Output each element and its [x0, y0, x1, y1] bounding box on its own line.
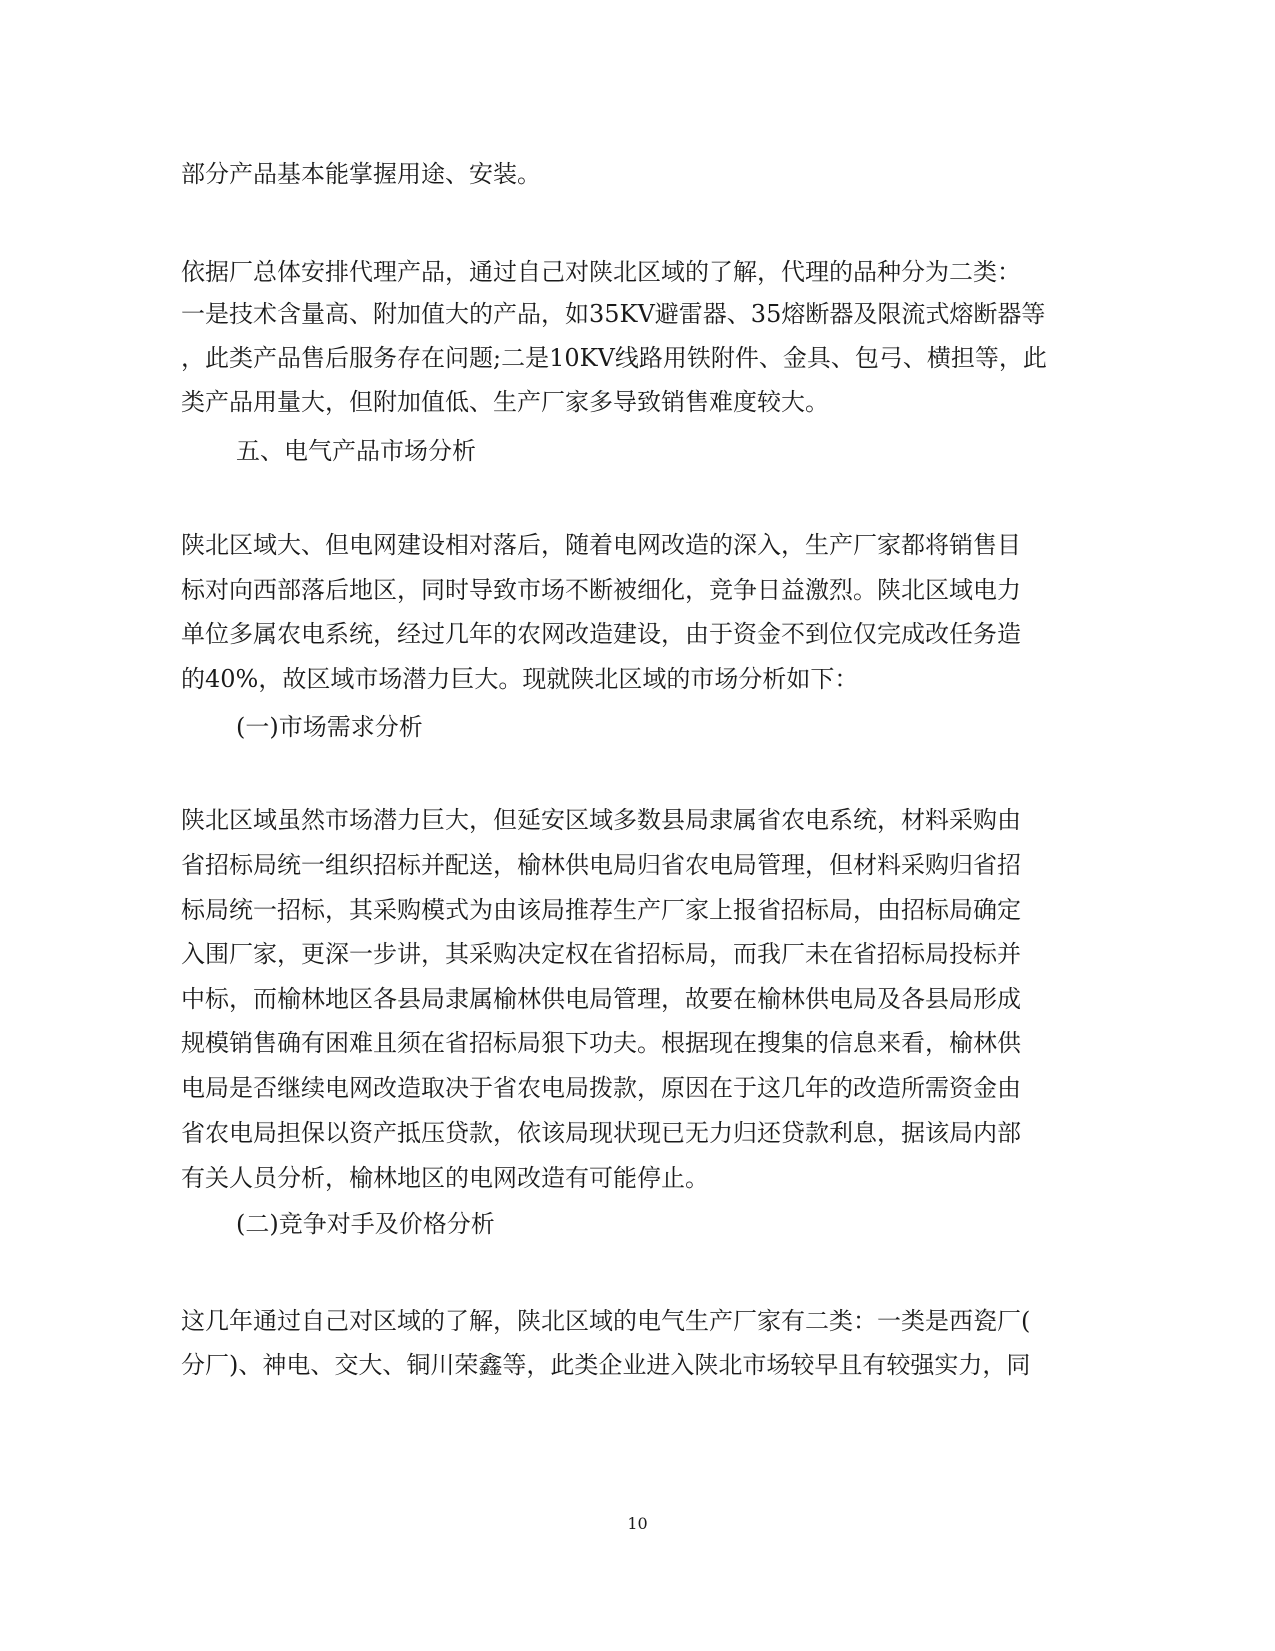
body-text-line: 中标，而榆林地区各县局隶属榆林供电局管理，故要在榆林供电局及各县局形成 [181, 985, 1021, 1013]
body-text-line: 电局是否继续电网改造取决于省农电局拨款，原因在于这几年的改造所需资金由 [181, 1074, 1021, 1102]
body-text-line: 这几年通过自己对区域的了解，陕北区域的电气生产厂家有二类：一类是西瓷厂( [181, 1307, 1031, 1335]
body-text-line: 标局统一招标，其采购模式为由该局推荐生产厂家上报省招标局，由招标局确定 [181, 896, 1021, 924]
body-text-line: 单位多属农电系统，经过几年的农网改造建设，由于资金不到位仅完成改任务造 [181, 620, 1021, 648]
body-text-line: 入围厂家，更深一步讲，其采购决定权在省招标局，而我厂未在省招标局投标并 [181, 940, 1021, 968]
subsection-heading: (二)竞争对手及价格分析 [236, 1210, 495, 1238]
body-text-line: 部分产品基本能掌握用途、安装。 [181, 160, 541, 188]
body-text-line: 的40%，故区域市场潜力巨大。现就陕北区域的市场分析如下： [181, 665, 859, 693]
body-text-line: 有关人员分析，榆林地区的电网改造有可能停止。 [181, 1164, 709, 1192]
body-text-line: 陕北区域大、但电网建设相对落后，随着电网改造的深入，生产厂家都将销售目 [181, 531, 1021, 559]
body-text-line: 规模销售确有困难且须在省招标局狠下功夫。根据现在搜集的信息来看，榆林供 [181, 1029, 1021, 1057]
body-text-line: 陕北区域虽然市场潜力巨大，但延安区域多数县局隶属省农电系统，材料采购由 [181, 806, 1021, 834]
section-heading: 五、电气产品市场分析 [236, 437, 476, 465]
body-text-line: 省农电局担保以资产抵压贷款，依该局现状现已无力归还贷款利息，据该局内部 [181, 1119, 1021, 1147]
subsection-heading: (一)市场需求分析 [236, 713, 423, 741]
body-text-line: ，此类产品售后服务存在问题;二是10KV线路用铁附件、金具、包弓、横担等，此 [181, 344, 1047, 372]
body-text-line: 省招标局统一组织招标并配送，榆林供电局归省农电局管理，但材料采购归省招 [181, 851, 1021, 879]
page-number: 10 [627, 1514, 648, 1533]
body-text-line: 依据厂总体安排代理产品，通过自己对陕北区域的了解，代理的品种分为二类： [181, 258, 1021, 286]
body-text-line: 一是技术含量高、附加值大的产品，如35KV避雷器、35熔断器及限流式熔断器等 [181, 300, 1046, 328]
body-text-line: 类产品用量大，但附加值低、生产厂家多导致销售难度较大。 [181, 388, 829, 416]
body-text-line: 标对向西部落后地区，同时导致市场不断被细化，竞争日益激烈。陕北区域电力 [181, 576, 1021, 604]
body-text-line: 分厂)、神电、交大、铜川荣鑫等，此类企业进入陕北市场较早且有较强实力，同 [181, 1351, 1031, 1379]
